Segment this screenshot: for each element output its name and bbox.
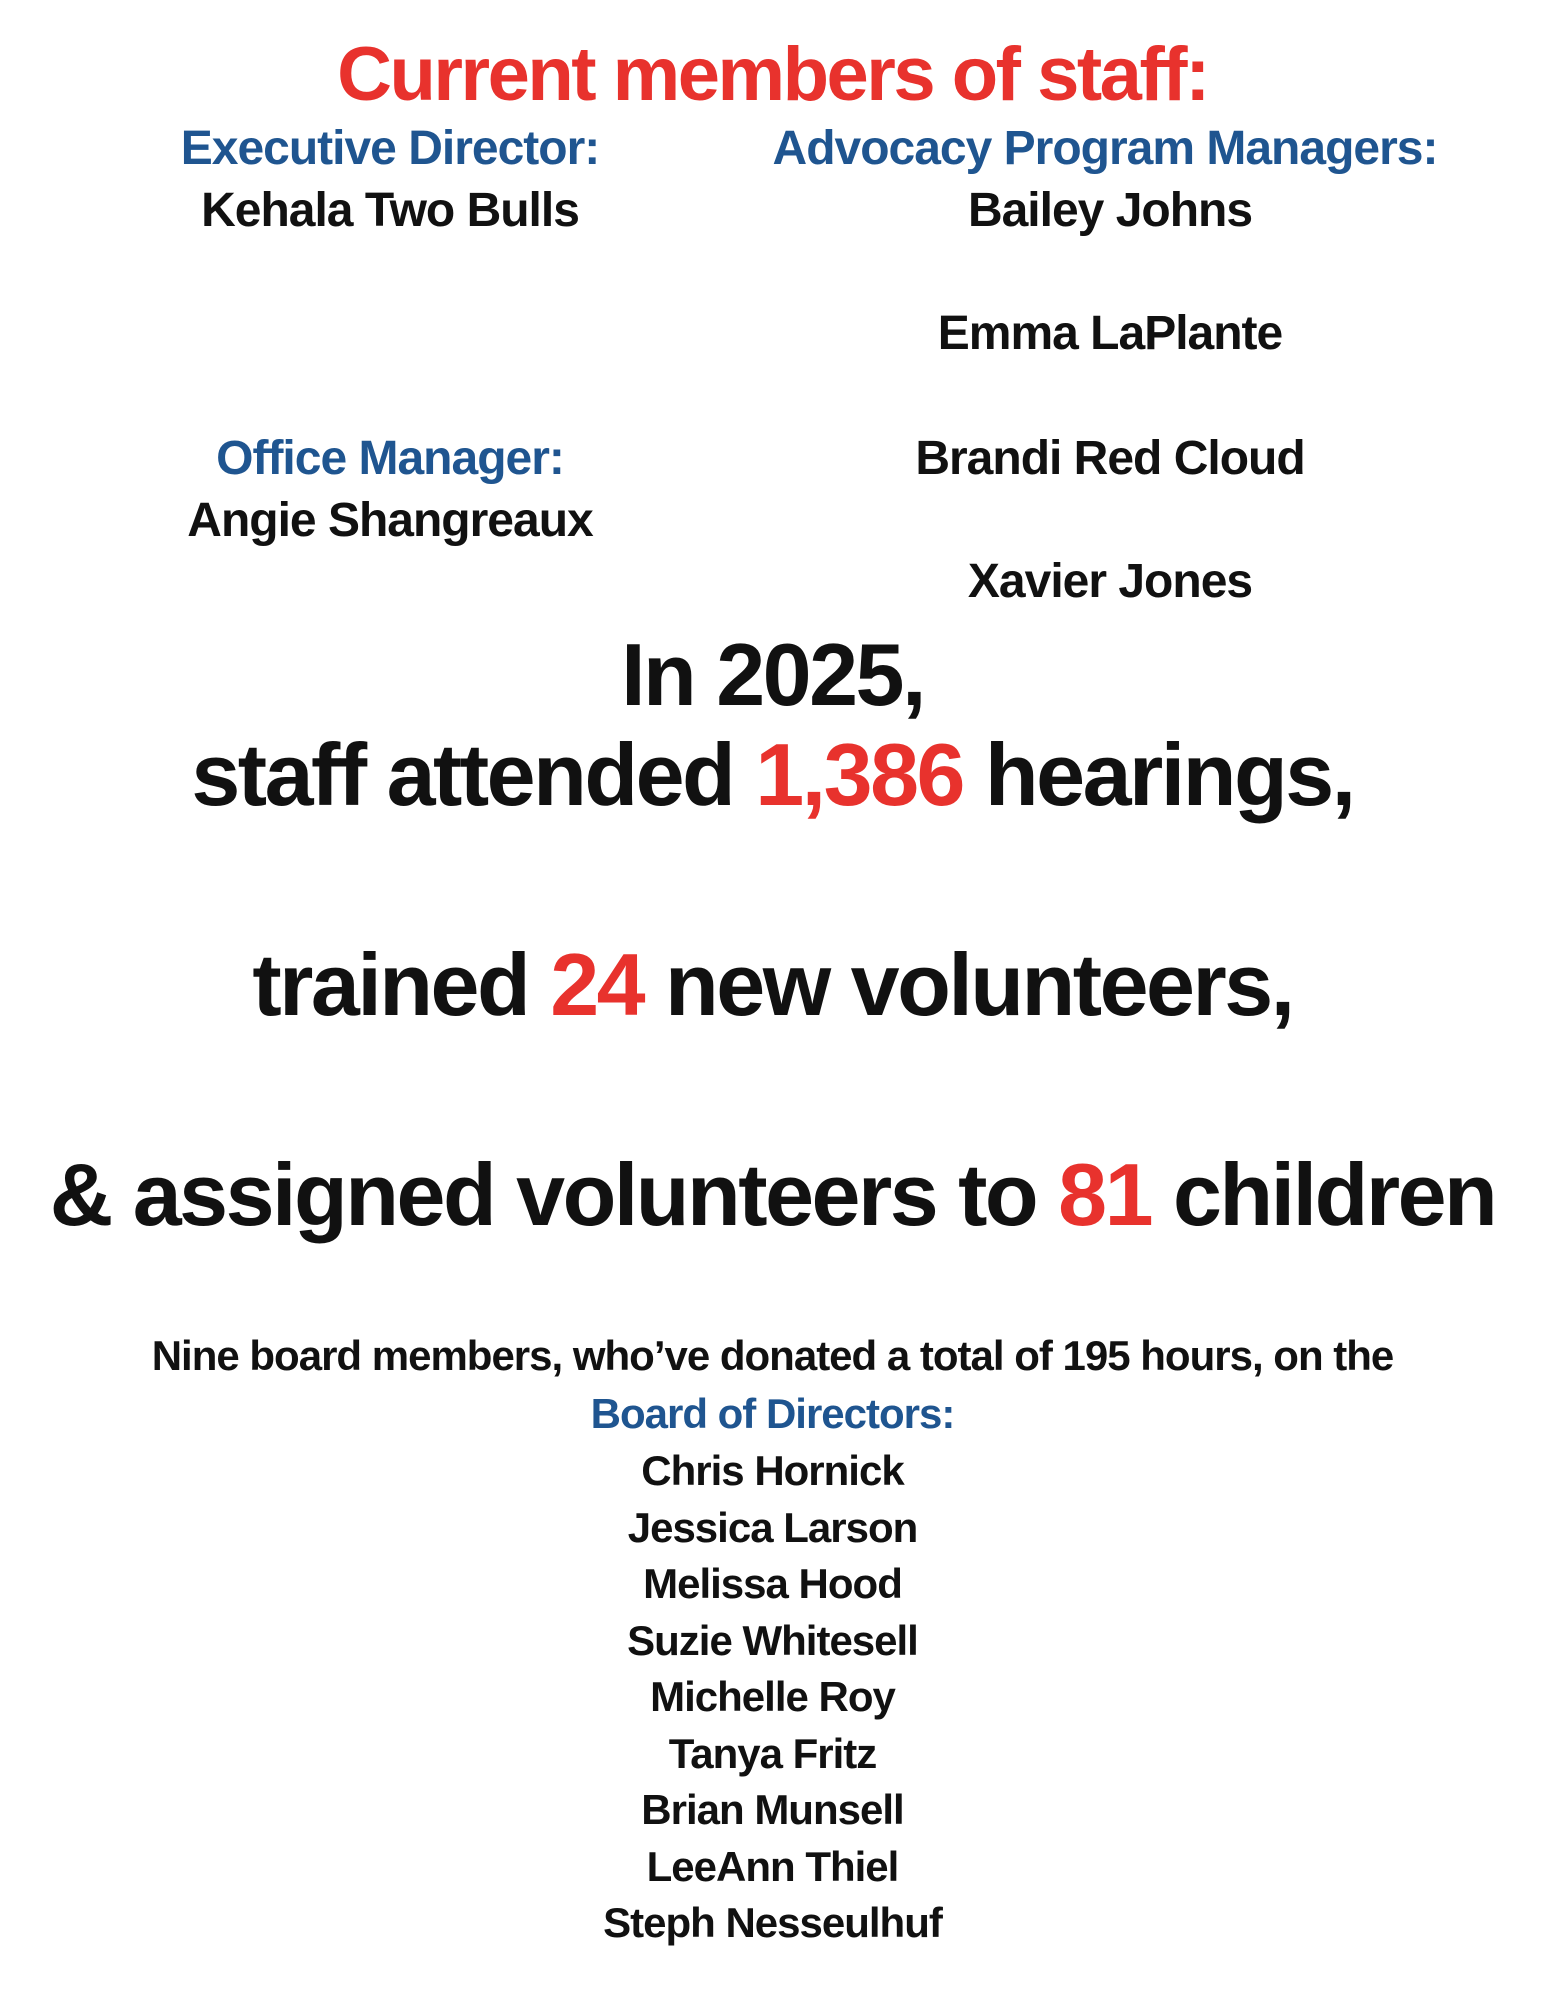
board-member-name: Michelle Roy [650,1673,895,1720]
stats-assigned-prefix: & assigned volunteers to [49,1145,1059,1244]
board-member-name: Jessica Larson [627,1503,918,1551]
board-of-directors-label: Board of Directors: [590,1390,955,1437]
office-manager-name: Angie Shangreaux [187,494,593,547]
page-title: Current members of staff: [337,32,1208,117]
board-intro-text: Nine board members, who’ve donated a total of 195 hours, on the [151,1332,1394,1379]
advocacy-manager-name: Brandi Red Cloud [915,432,1305,485]
advocacy-program-managers-label: Advocacy Program Managers: [772,122,1438,175]
stats-year-line: In 2025, [621,625,924,724]
stats-trained-prefix: trained [252,935,551,1034]
stats-assigned-value: 81 [1058,1145,1152,1244]
board-member-name: Melissa Hood [643,1560,902,1607]
stats-hearings-value: 1,386 [755,725,963,824]
board-member-name: LeeAnn Thiel [646,1842,899,1890]
stats-assigned-suffix: children [1151,1145,1496,1244]
stats-trained-suffix: new volunteers, [643,935,1293,1034]
stats-hearings-line [0,725,1545,825]
stats-trained-value: 24 [550,935,644,1034]
advocacy-manager-name: Xavier Jones [967,555,1253,608]
board-member-name: Chris Hornick [641,1447,904,1494]
board-member-name: Brian Munsell [641,1786,904,1833]
stats-hearings-prefix: staff attended [191,725,756,824]
executive-director-name: Kehala Two Bulls [201,184,579,237]
stats-hearings-suffix: hearings, [962,725,1354,824]
board-member-name: Steph Nesseulhuf [603,1899,942,1946]
board-member-name: Suzie Whitesell [627,1616,918,1664]
executive-director-label: Executive Director: [180,122,600,175]
office-manager-label: Office Manager: [216,432,564,485]
advocacy-manager-name: Emma LaPlante [937,307,1283,360]
stats-assigned-line [0,1145,1545,1245]
board-member-list [0,1443,1545,1952]
advocacy-manager-name: Bailey Johns [967,184,1253,237]
stats-trained-line [0,935,1545,1035]
board-member-name: Tanya Fritz [668,1729,877,1777]
